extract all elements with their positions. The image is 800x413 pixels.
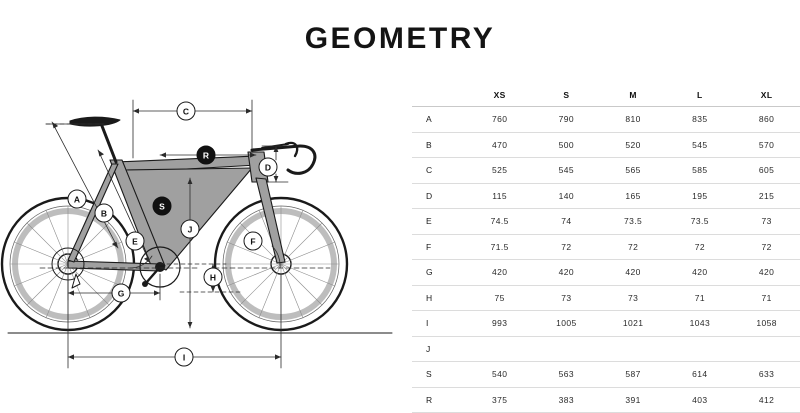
cell-value bbox=[533, 336, 600, 362]
cell-value: 391 bbox=[600, 387, 667, 413]
cell-value: 633 bbox=[733, 362, 800, 388]
row-label: F bbox=[412, 234, 466, 260]
row-label: I bbox=[412, 311, 466, 337]
cell-value: 73.5 bbox=[666, 209, 733, 235]
cell-value: 420 bbox=[600, 260, 667, 286]
row-label: G bbox=[412, 260, 466, 286]
callout-B bbox=[95, 204, 113, 222]
table-row bbox=[412, 311, 800, 337]
cell-value: 585 bbox=[666, 158, 733, 184]
table-row bbox=[412, 387, 800, 413]
cell-value: 140 bbox=[533, 183, 600, 209]
cell-value: 587 bbox=[600, 362, 667, 388]
cell-value: 73 bbox=[533, 285, 600, 311]
cell-value: 73 bbox=[600, 285, 667, 311]
cell-value bbox=[600, 336, 667, 362]
cell-value: 1021 bbox=[600, 311, 667, 337]
svg-text:F: F bbox=[250, 236, 256, 247]
page-title: GEOMETRY bbox=[304, 22, 496, 55]
callout-D bbox=[259, 158, 277, 176]
bike-geometry-diagram bbox=[0, 78, 400, 413]
header-measure bbox=[412, 84, 466, 107]
cell-value: 72 bbox=[733, 234, 800, 260]
cell-value: 215 bbox=[733, 183, 800, 209]
svg-text:J: J bbox=[187, 224, 193, 235]
table-row bbox=[412, 132, 800, 158]
cell-value: 195 bbox=[666, 183, 733, 209]
cell-value bbox=[466, 336, 533, 362]
header-size-xs: XS bbox=[466, 84, 533, 107]
callout-F bbox=[244, 232, 262, 250]
cell-value: 605 bbox=[733, 158, 800, 184]
row-label: C bbox=[412, 158, 466, 184]
cell-value: 420 bbox=[466, 260, 533, 286]
cell-value: 1058 bbox=[733, 311, 800, 337]
row-label: S bbox=[412, 362, 466, 388]
svg-text:S: S bbox=[159, 201, 165, 212]
svg-text:G: G bbox=[117, 288, 125, 299]
cell-value: 71 bbox=[733, 285, 800, 311]
row-label: D bbox=[412, 183, 466, 209]
table-row bbox=[412, 336, 800, 362]
svg-text:D: D bbox=[264, 162, 272, 173]
cell-value: 790 bbox=[533, 107, 600, 133]
cell-value: 375 bbox=[466, 387, 533, 413]
row-label: E bbox=[412, 209, 466, 235]
callout-J bbox=[181, 220, 199, 238]
table-row bbox=[412, 285, 800, 311]
svg-text:R: R bbox=[202, 150, 210, 161]
table-header-row bbox=[412, 84, 800, 107]
cell-value: 165 bbox=[600, 183, 667, 209]
cell-value: 563 bbox=[533, 362, 600, 388]
table-row bbox=[412, 158, 800, 184]
cell-value: 570 bbox=[733, 132, 800, 158]
cell-value: 74 bbox=[533, 209, 600, 235]
cell-value: 412 bbox=[733, 387, 800, 413]
callout-C bbox=[177, 102, 195, 120]
cell-value: 520 bbox=[600, 132, 667, 158]
svg-text:H: H bbox=[209, 272, 217, 283]
row-label: H bbox=[412, 285, 466, 311]
cell-value: 72 bbox=[600, 234, 667, 260]
cell-value: 760 bbox=[466, 107, 533, 133]
cell-value: 993 bbox=[466, 311, 533, 337]
cell-value: 383 bbox=[533, 387, 600, 413]
cell-value: 115 bbox=[466, 183, 533, 209]
cell-value: 470 bbox=[466, 132, 533, 158]
cell-value: 614 bbox=[666, 362, 733, 388]
table-row bbox=[412, 362, 800, 388]
cell-value: 403 bbox=[666, 387, 733, 413]
cell-value: 835 bbox=[666, 107, 733, 133]
cell-value: 71.5 bbox=[466, 234, 533, 260]
table-row bbox=[412, 209, 800, 235]
row-label: A bbox=[412, 107, 466, 133]
header-size-l: L bbox=[666, 84, 733, 107]
header-size-m: M bbox=[600, 84, 667, 107]
row-label: B bbox=[412, 132, 466, 158]
svg-text:E: E bbox=[132, 236, 138, 247]
cell-value: 72 bbox=[666, 234, 733, 260]
cell-value: 1005 bbox=[533, 311, 600, 337]
cell-value: 545 bbox=[666, 132, 733, 158]
callout-R bbox=[197, 146, 215, 164]
cell-value: 500 bbox=[533, 132, 600, 158]
row-label: R bbox=[412, 387, 466, 413]
svg-text:C: C bbox=[182, 106, 190, 117]
cell-value: 810 bbox=[600, 107, 667, 133]
cell-value: 420 bbox=[666, 260, 733, 286]
table-row bbox=[412, 260, 800, 286]
cell-value: 525 bbox=[466, 158, 533, 184]
callout-H bbox=[204, 268, 222, 286]
cell-value: 73 bbox=[733, 209, 800, 235]
svg-text:B: B bbox=[100, 208, 108, 219]
callout-S bbox=[153, 197, 171, 215]
cell-value: 545 bbox=[533, 158, 600, 184]
cell-value bbox=[666, 336, 733, 362]
cell-value: 1043 bbox=[666, 311, 733, 337]
svg-text:A: A bbox=[73, 194, 81, 205]
header-size-xl: XL bbox=[733, 84, 800, 107]
cell-value: 73.5 bbox=[600, 209, 667, 235]
cell-value: 420 bbox=[533, 260, 600, 286]
cell-value: 71 bbox=[666, 285, 733, 311]
geometry-table-wrapper bbox=[412, 84, 800, 409]
cell-value: 565 bbox=[600, 158, 667, 184]
cell-value: 420 bbox=[733, 260, 800, 286]
cell-value bbox=[733, 336, 800, 362]
cell-value: 540 bbox=[466, 362, 533, 388]
cell-value: 860 bbox=[733, 107, 800, 133]
callout-G bbox=[112, 284, 130, 302]
callout-E bbox=[126, 232, 144, 250]
table-row bbox=[412, 234, 800, 260]
cell-value: 75 bbox=[466, 285, 533, 311]
svg-text:I: I bbox=[182, 352, 186, 363]
cell-value: 74.5 bbox=[466, 209, 533, 235]
callout-I bbox=[175, 348, 193, 366]
header-size-s: S bbox=[533, 84, 600, 107]
table-row bbox=[412, 183, 800, 209]
callout-A bbox=[68, 190, 86, 208]
geometry-table bbox=[412, 84, 800, 413]
cell-value: 72 bbox=[533, 234, 600, 260]
row-label: J bbox=[412, 336, 466, 362]
table-row bbox=[412, 107, 800, 133]
